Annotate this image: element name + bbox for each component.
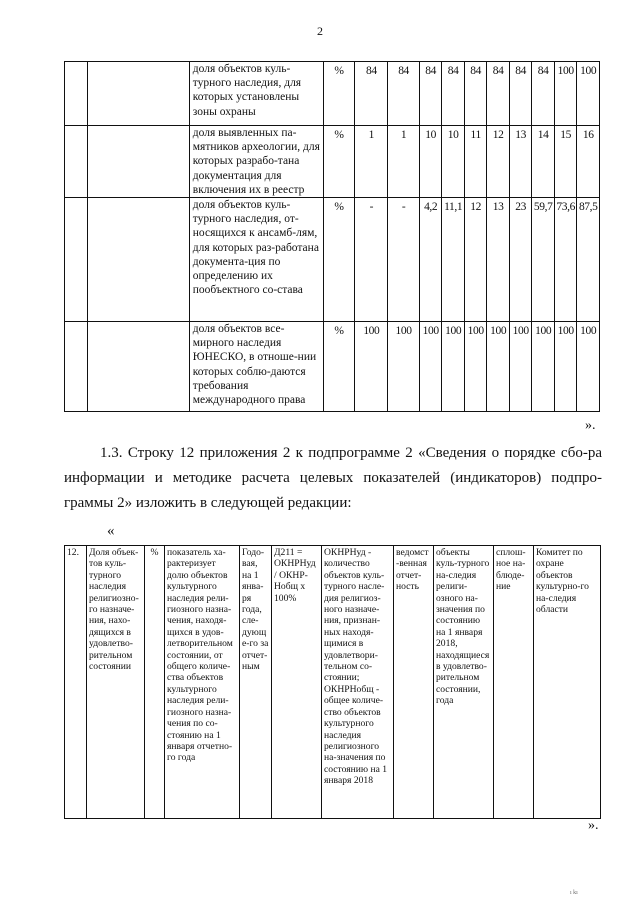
indicator-value: 73,6: [554, 198, 577, 322]
indicator-value: 100: [442, 322, 465, 412]
indicator-value: 84: [532, 62, 555, 126]
formula-line: / ОКНР-: [274, 569, 308, 581]
indicator-value: 100: [532, 322, 555, 412]
formula-line: Д211 =: [274, 547, 303, 558]
indicator-value: -: [355, 198, 388, 322]
indicator-value: 84: [509, 62, 532, 126]
unit-cell: %: [145, 546, 165, 819]
opening-quote-mark: «: [107, 523, 115, 539]
indicator-description: доля объектов куль-турного наследия, от-носящихся к ансамб-лям, для которых раз-работана документа-ция по определению их пообъектного со-става: [189, 198, 323, 322]
formula-cell: [272, 546, 322, 819]
indicator-value: 84: [487, 62, 510, 126]
closing-quote-mark: ».: [585, 418, 596, 433]
indicator-value: 12: [464, 198, 487, 322]
new-row-table: [64, 545, 601, 819]
row-number-cell: 12.: [65, 546, 87, 819]
table-row: [65, 126, 600, 198]
indicator-value: 100: [554, 62, 577, 126]
table-row: [65, 62, 600, 126]
empty-cell: [65, 62, 88, 126]
indicator-value: 16: [577, 126, 600, 198]
empty-cell: [87, 198, 189, 322]
amendment-text: 1.3. Строку 12 приложения 2 к подпрограмме 2 «Сведения о порядке сбо-ра информации и методике расчета целевых показателей (индикаторов) подпро-граммы 2» изложить в следующей редакции:: [64, 445, 602, 511]
periodicity-cell: Годо-вая, на 1 янва-ря года, сле-дующе-го за отчет-ным: [240, 546, 272, 819]
indicator-value: 23: [509, 198, 532, 322]
formula-line: ОКНРНуд: [274, 558, 316, 570]
table-row: [65, 322, 600, 412]
indicator-value: 84: [388, 62, 420, 126]
indicator-value: 11: [464, 126, 487, 198]
indicator-unit: %: [323, 62, 355, 126]
empty-cell: [65, 126, 88, 198]
indicator-value: 13: [487, 198, 510, 322]
indicator-value: 14: [532, 126, 555, 198]
empty-cell: [87, 62, 189, 126]
indicator-value: 100: [388, 322, 420, 412]
indicator-value: 10: [442, 126, 465, 198]
indicator-value: 1: [355, 126, 388, 198]
empty-cell: [87, 126, 189, 198]
indicator-value: 11,1: [442, 198, 465, 322]
indicator-value: 100: [355, 322, 388, 412]
indicator-value: 100: [554, 322, 577, 412]
collection-method-cell: сплош-ное на-блюде-ние: [494, 546, 534, 819]
indicator-description: доля выявленных па-мятников археологии, для которых разрабо-тана документация для включения их в реестр: [189, 126, 323, 198]
indicator-value: 100: [509, 322, 532, 412]
data-source-cell: ведомст-венная отчет-ность: [394, 546, 434, 819]
indicators-table: [64, 61, 600, 412]
indicator-value: 100: [577, 62, 600, 126]
indicator-value: 4,2: [419, 198, 442, 322]
variables-cell: ОКНРНуд - количество объектов куль-турного насле-дия религиоз-ного назначе-ния, признан-ных находя-щимися в удовлетвори-тельном со-стоянии; ОКНРНобщ - общее количе-ство объектов культурного наследия религиозного на-значения по состоянию на 1 января 2018: [322, 546, 394, 819]
indicator-unit: %: [323, 198, 355, 322]
indicator-description: доля объектов куль-турного наследия, для которых установлены зоны охраны: [189, 62, 323, 126]
observation-unit-cell: объекты куль-турного на-следия религи-озного на-значения по состоянию на 1 января 2018, находящиеся в удовлетво-рительном состоянии, года: [434, 546, 494, 819]
indicator-value: 84: [355, 62, 388, 126]
definition-cell: показатель ха-рактеризует долю объектов культурного наследия рели-гиозного назна-чения, находя-щихся в удов-летворительном состоянии, от общего количе-ства объектов культурного наследия рели-гиозного назна-чения по со-стоянию на 1 января отчетно-го года: [165, 546, 240, 819]
new-row: [65, 546, 601, 819]
indicator-unit: %: [323, 322, 355, 412]
amendment-paragraph: [64, 441, 602, 516]
indicator-value: 100: [487, 322, 510, 412]
indicator-value: 87,5: [577, 198, 600, 322]
indicator-value: 84: [442, 62, 465, 126]
page-number: 2: [317, 24, 323, 38]
indicator-value: 15: [554, 126, 577, 198]
indicator-value: 100: [577, 322, 600, 412]
indicator-value: 84: [464, 62, 487, 126]
responsible-cell: Комитет по охране объектов культурно-го на-следия области: [534, 546, 601, 819]
indicator-value: 84: [419, 62, 442, 126]
footer-mark: ı kı: [570, 890, 578, 896]
indicator-value: -: [388, 198, 420, 322]
indicator-unit: %: [323, 126, 355, 198]
empty-cell: [87, 322, 189, 412]
indicator-value: 12: [487, 126, 510, 198]
indicator-description: доля объектов все-мирного наследия ЮНЕСКО, в отноше-нии которых соблю-даются требования международного права: [189, 322, 323, 412]
empty-cell: [65, 322, 88, 412]
indicator-value: 100: [464, 322, 487, 412]
closing-quote-mark-2: ».: [588, 818, 599, 833]
table-row: [65, 198, 600, 322]
indicator-value: 1: [388, 126, 420, 198]
indicator-name-cell: Доля объек-тов куль-турного наследия религиозно-го назначе-ния, нахо-дящихся в удовлетво-рительном состоянии: [87, 546, 145, 819]
formula-line: Нобщ х: [274, 581, 306, 593]
formula-line: 100%: [274, 592, 297, 604]
indicator-value: 59,7: [532, 198, 555, 322]
indicator-value: 100: [419, 322, 442, 412]
indicator-value: 10: [419, 126, 442, 198]
indicator-value: 13: [509, 126, 532, 198]
empty-cell: [65, 198, 88, 322]
